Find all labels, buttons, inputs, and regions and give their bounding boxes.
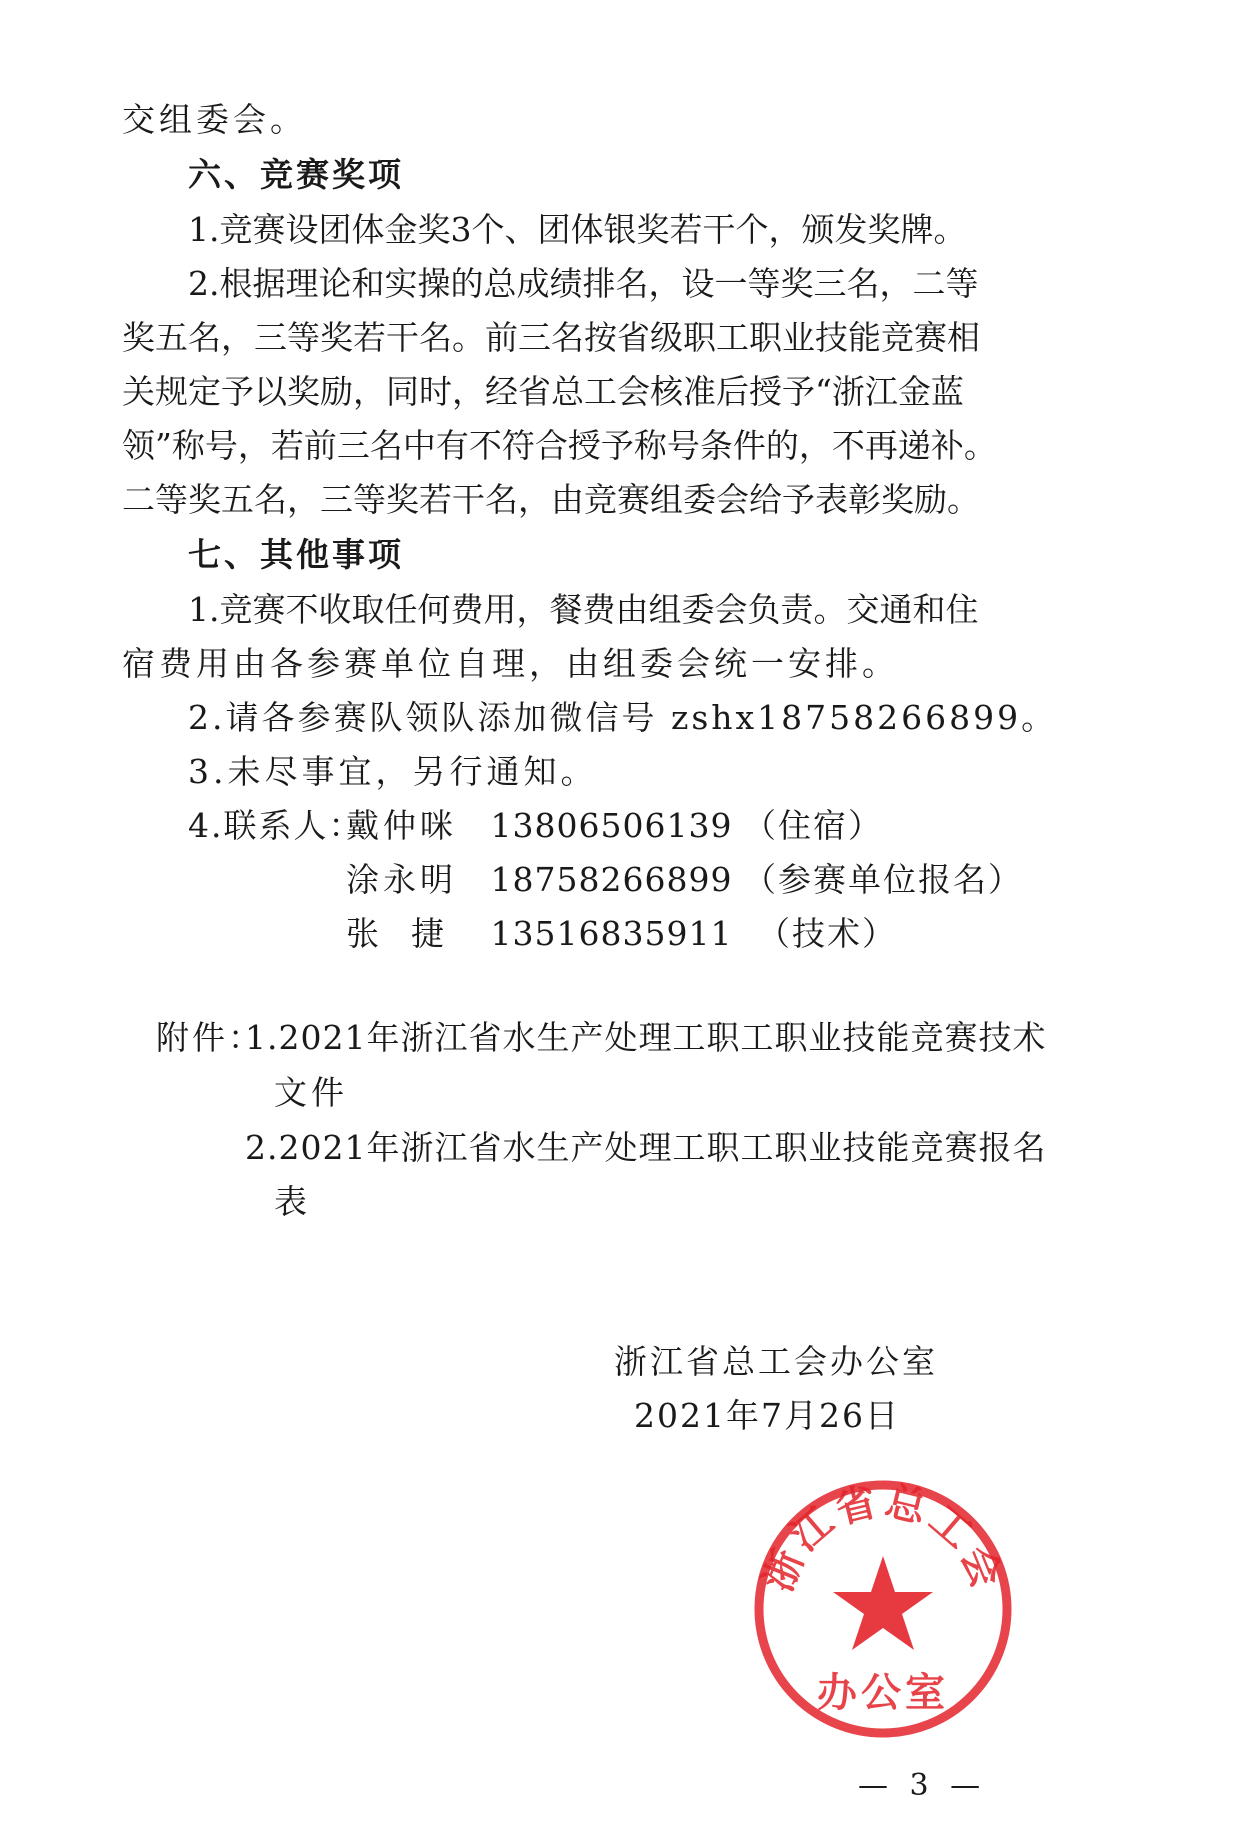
awards-item-2-line-1: 2.根据理论和实操的总成绩排名，设一等奖三名，二等 [188,264,979,303]
contact-note: （住宿） [742,806,883,845]
section-heading-other-matters: 七、其他事项 [188,535,404,574]
other-item-1-line-1: 1.竞赛不收取任何费用，餐费由组委会负责。交通和住 [188,590,979,629]
contact-row [346,856,1023,904]
contact-name: 戴仲咪 [346,806,457,845]
official-seal-stamp [752,1478,1014,1740]
awards-item-2-line-2: 奖五名，三等奖若干名。前三名按省级职工职业技能竞赛相 [122,318,980,357]
signature-organization: 浙江省总工会办公室 [614,1342,938,1381]
section-heading-awards: 六、竞赛奖项 [188,155,404,194]
awards-item-2-line-4: 领”称号，若前三名中有不符合授予称号条件的，不再递补。 [122,426,997,465]
attachment-1-line-2: 文件 [274,1073,348,1112]
seal-bottom-text: 办公室 [817,1670,949,1716]
page-number: — 3 — [858,1768,987,1803]
attachment-2-line-1: 2.2021年浙江省水生产处理工职工职业技能竞赛报名 [245,1128,1047,1167]
contacts-label: 4.联系人： [188,806,364,845]
contact-note: （参赛单位报名） [742,860,1023,899]
contact-name: 张捷 [346,914,476,953]
other-item-3: 3.未尽事宜，另行通知。 [188,752,598,791]
awards-item-2-line-5: 二等奖五名，三等奖若干名，由竞赛组委会给予表彰奖励。 [122,480,980,519]
contact-note: （技术） [756,914,897,953]
contact-phone: 18758266899 [490,860,733,899]
attachments-label: 附件： [156,1018,264,1057]
contact-row [346,802,883,850]
contact-phone: 13806506139 [490,806,733,845]
other-item-1-line-2: 宿费用由各参赛单位自理，由组委会统一安排。 [122,644,899,683]
contact-name: 涂永明 [346,860,457,899]
contact-row [346,910,897,958]
attachment-1-line-1: 1.2021年浙江省水生产处理工职工职业技能竞赛技术 [245,1018,1047,1057]
seal-top-text: 浙江省总工会 [755,1478,1011,1598]
attachment-2-line-2: 表 [274,1182,311,1221]
awards-item-2-line-3: 关规定予以奖励，同时，经省总工会核准后授予“浙江金蓝 [122,372,964,411]
awards-item-1: 1.竞赛设团体金奖3个、团体银奖若干个，颁发奖牌。 [188,210,967,249]
signature-date: 2021年7月26日 [634,1396,900,1435]
contact-phone: 13516835911 [490,914,733,953]
other-item-2-wechat: 2.请各参赛队领队添加微信号 zshx18758266899。 [188,698,1058,737]
star-icon [833,1556,933,1650]
continued-text-line: 交组委会。 [122,100,307,139]
